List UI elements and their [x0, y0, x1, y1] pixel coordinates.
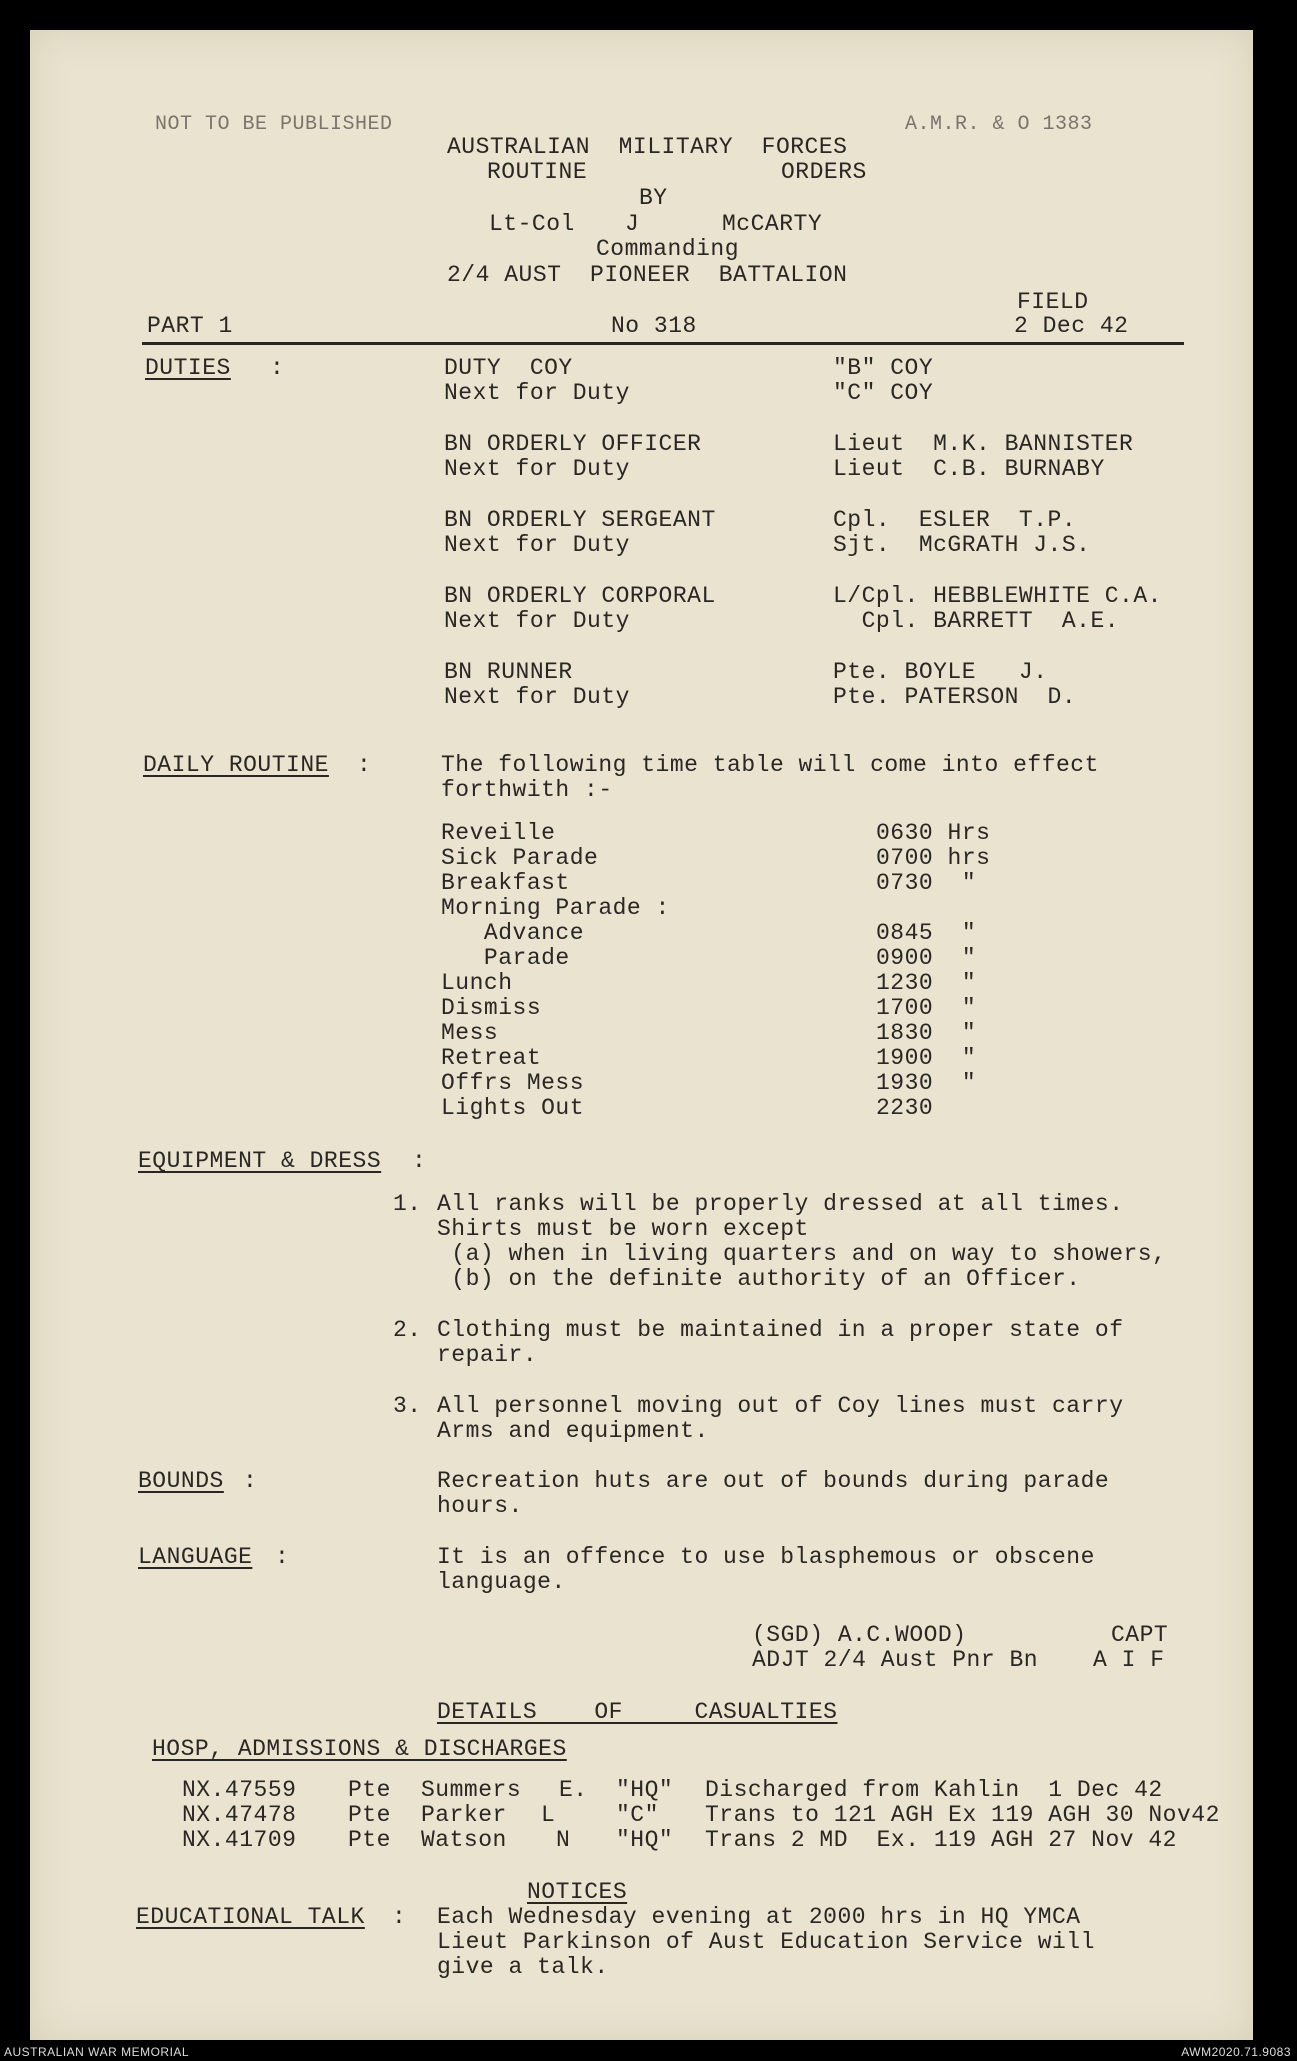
routine-event: Offrs Mess: [441, 1070, 585, 1096]
routine-intro-2: forthwith :-: [441, 777, 613, 803]
routine-event: Reveille: [441, 820, 556, 846]
routine-time: 0630 Hrs: [876, 820, 991, 846]
bounds-line: hours.: [437, 1493, 523, 1519]
duty-next-label: Next for Duty: [444, 684, 630, 710]
duty-next-name: Sjt. McGRATH J.S.: [833, 532, 1091, 558]
commander-rank: Lt-Col: [489, 211, 575, 237]
routine-time: 1230 ": [876, 970, 977, 996]
signature-line-1: (SGD) A.C.WOOD): [752, 1622, 967, 1648]
equipment-p1-line: All ranks will be properly dressed at all times.: [437, 1191, 1124, 1217]
casualty-initial: E.: [559, 1777, 588, 1803]
field-label: FIELD: [1017, 289, 1089, 315]
duty-role: BN ORDERLY SERGEANT: [444, 507, 716, 533]
title-routine: ROUTINE: [487, 159, 588, 185]
daily-routine-colon: :: [357, 752, 372, 778]
casualty-initial: N: [556, 1827, 571, 1853]
routine-event: Dismiss: [441, 995, 542, 1021]
routine-time: 1900 ": [876, 1045, 977, 1071]
casualty-number: NX.47559: [182, 1777, 297, 1803]
routine-time: 2230: [876, 1095, 934, 1121]
routine-event: Mess: [441, 1020, 499, 1046]
duty-next-label: Next for Duty: [444, 608, 630, 634]
paragraph-number: 2.: [393, 1317, 422, 1343]
duty-next-name: "C" COY: [833, 380, 934, 406]
duty-next-label: Next for Duty: [444, 456, 630, 482]
language-colon: :: [275, 1544, 290, 1570]
equipment-p1-line: (a) when in living quarters and on way to showers,: [437, 1241, 1167, 1267]
routine-event: Parade: [441, 945, 570, 971]
casualties-heading: DETAILS OF CASUALTIES: [437, 1699, 838, 1725]
notice-line: give a talk.: [437, 1954, 609, 1980]
casualty-rank: Pte: [348, 1802, 391, 1828]
routine-intro-1: The following time table will come into effect: [441, 752, 1099, 778]
routine-event: Lunch: [441, 970, 513, 996]
educational-talk-heading: EDUCATIONAL TALK: [136, 1904, 365, 1930]
equipment-p2-line: repair.: [437, 1342, 538, 1368]
notice-line: Lieut Parkinson of Aust Education Service will: [437, 1929, 1095, 1955]
footer-accession-number: AWM2020.71.9083: [1181, 2045, 1291, 2059]
duty-role: BN RUNNER: [444, 659, 573, 685]
notice-line: Each Wednesday evening at 2000 hrs in HQ YMCA: [437, 1904, 1081, 1930]
routine-time: 0845 ": [876, 920, 977, 946]
educational-talk-colon: :: [392, 1904, 407, 1930]
duty-name: L/Cpl. HEBBLEWHITE C.A.: [833, 583, 1162, 609]
notices-heading: NOTICES: [527, 1879, 628, 1905]
commanding-label: Commanding: [596, 236, 740, 262]
casualty-rank: Pte: [348, 1777, 391, 1803]
equipment-p2-line: Clothing must be maintained in a proper state of: [437, 1317, 1124, 1343]
equipment-p1-line: Shirts must be worn except: [437, 1216, 809, 1242]
bounds-heading: BOUNDS: [138, 1468, 224, 1494]
casualty-rank: Pte: [348, 1827, 391, 1853]
order-number: No 318: [611, 313, 697, 339]
signature-line-2: ADJT 2/4 Aust Pnr Bn: [752, 1647, 1039, 1673]
casualty-name: Watson: [421, 1827, 507, 1853]
equipment-colon: :: [412, 1148, 427, 1174]
equipment-p3-line: Arms and equipment.: [437, 1418, 709, 1444]
paragraph-number: 3.: [393, 1393, 422, 1419]
top-left-fragment: NOT TO BE PUBLISHED: [155, 113, 393, 136]
bounds-line: Recreation huts are out of bounds during parade: [437, 1468, 1110, 1494]
hosp-subheading: HOSP, ADMISSIONS & DISCHARGES: [152, 1736, 567, 1762]
duty-role: DUTY COY: [444, 355, 573, 381]
duty-next-label: Next for Duty: [444, 380, 630, 406]
equipment-heading: EQUIPMENT & DRESS: [138, 1148, 382, 1174]
duty-role: BN ORDERLY OFFICER: [444, 431, 702, 457]
casualty-name: Summers: [421, 1777, 522, 1803]
signature-rank: CAPT: [1111, 1622, 1169, 1648]
duties-heading: DUTIES: [145, 355, 231, 381]
title-by: BY: [639, 185, 668, 211]
signature-aif: A I F: [1093, 1647, 1165, 1673]
casualty-name: Parker: [421, 1802, 507, 1828]
duty-name: Pte. BOYLE J.: [833, 659, 1048, 685]
daily-routine-heading: DAILY ROUTINE: [143, 752, 329, 778]
routine-time: 0730 ": [876, 870, 977, 896]
routine-event: Breakfast: [441, 870, 570, 896]
duty-name: Lieut M.K. BANNISTER: [833, 431, 1134, 457]
unit-name: 2/4 AUST PIONEER BATTALION: [447, 262, 848, 288]
commander-initial: J: [625, 211, 640, 237]
duty-name: "B" COY: [833, 355, 934, 381]
routine-time: 0700 hrs: [876, 845, 991, 871]
paragraph-number: 1.: [393, 1191, 422, 1217]
part-label: PART 1: [147, 313, 233, 339]
duties-colon: :: [270, 355, 285, 381]
routine-time: 0900 ": [876, 945, 977, 971]
casualty-coy: "C": [616, 1802, 659, 1828]
bounds-colon: :: [243, 1468, 258, 1494]
casualty-detail: Trans 2 MD Ex. 119 AGH 27 Nov 42: [705, 1827, 1177, 1853]
duty-next-name: Cpl. BARRETT A.E.: [833, 608, 1120, 634]
equipment-p3-line: All personnel moving out of Coy lines must carry: [437, 1393, 1124, 1419]
duty-next-name: Pte. PATERSON D.: [833, 684, 1077, 710]
routine-event: Retreat: [441, 1045, 542, 1071]
duty-next-name: Lieut C.B. BURNABY: [833, 456, 1105, 482]
footer-archive-name: AUSTRALIAN WAR MEMORIAL: [4, 2045, 190, 2059]
casualty-coy: "HQ": [616, 1777, 674, 1803]
duty-next-label: Next for Duty: [444, 532, 630, 558]
routine-event: Lights Out: [441, 1095, 585, 1121]
order-date: 2 Dec 42: [1014, 313, 1129, 339]
commander-surname: McCARTY: [722, 211, 823, 237]
duty-role: BN ORDERLY CORPORAL: [444, 583, 716, 609]
casualty-coy: "HQ": [616, 1827, 674, 1853]
routine-time: 1930 ": [876, 1070, 977, 1096]
routine-event: Sick Parade: [441, 845, 599, 871]
routine-time: 1700 ": [876, 995, 977, 1021]
routine-event: Morning Parade :: [441, 895, 670, 921]
casualty-initial: L: [541, 1802, 556, 1828]
routine-time: 1830 ": [876, 1020, 977, 1046]
casualty-detail: Trans to 121 AGH Ex 119 AGH 30 Nov42: [705, 1802, 1220, 1828]
top-right-fragment: A.M.R. & O 1383: [905, 113, 1093, 136]
language-heading: LANGUAGE: [138, 1544, 253, 1570]
casualty-detail: Discharged from Kahlin 1 Dec 42: [705, 1777, 1163, 1803]
casualty-number: NX.41709: [182, 1827, 297, 1853]
header-rule: [142, 342, 1184, 345]
equipment-p1-line: (b) on the definite authority of an Officer.: [437, 1266, 1081, 1292]
language-line: language.: [437, 1569, 566, 1595]
language-line: It is an offence to use blasphemous or obscene: [437, 1544, 1095, 1570]
title-orders: ORDERS: [781, 159, 867, 185]
routine-event: Advance: [441, 920, 585, 946]
title-line-1: AUSTRALIAN MILITARY FORCES: [447, 134, 848, 160]
casualty-number: NX.47478: [182, 1802, 297, 1828]
duty-name: Cpl. ESLER T.P.: [833, 507, 1077, 533]
